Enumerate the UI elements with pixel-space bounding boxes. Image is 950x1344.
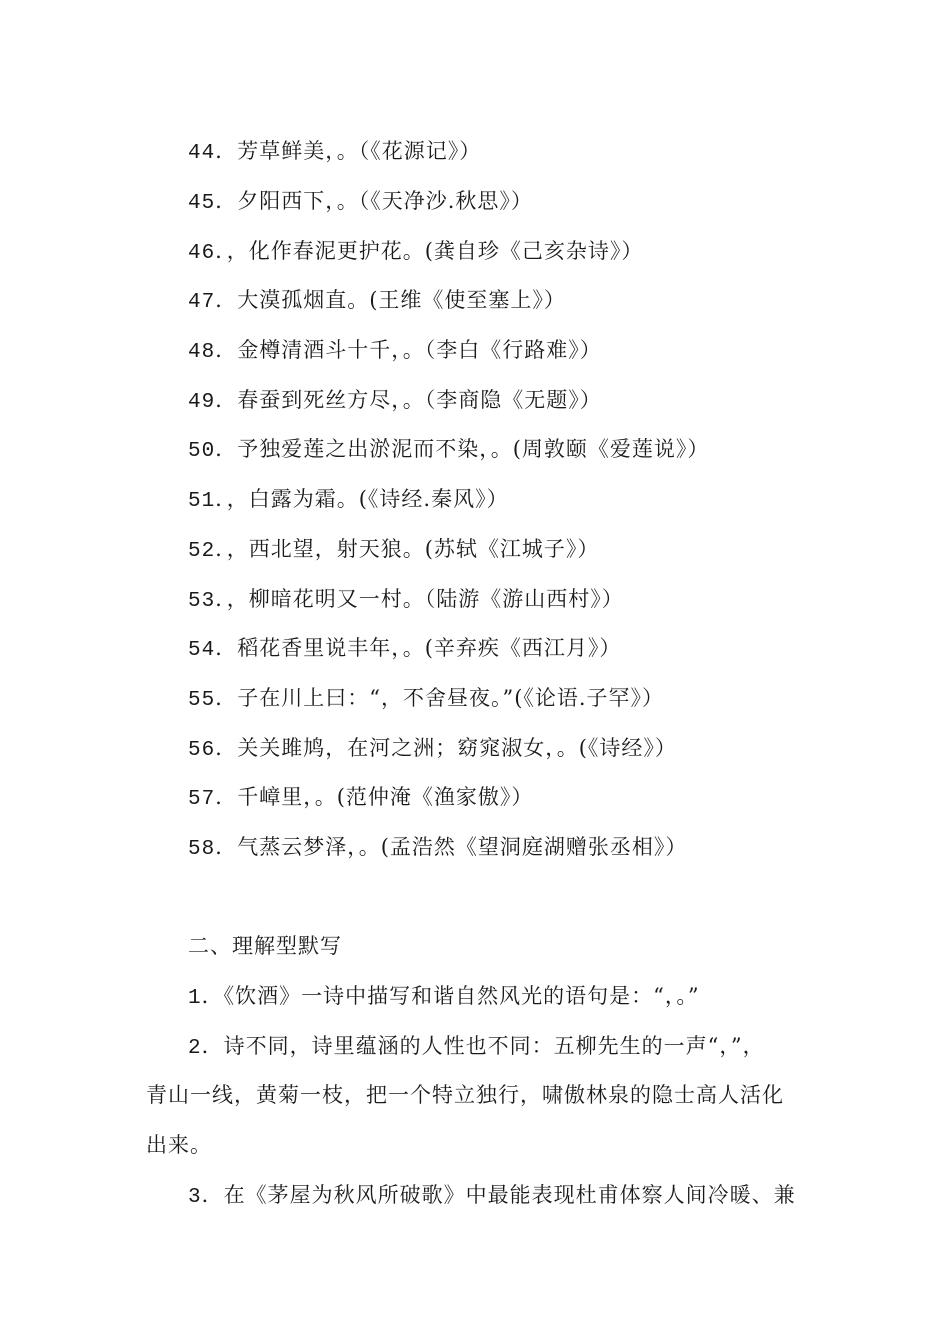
item-text: 夕阳西下，。（《天净沙.秋思》） (237, 189, 533, 213)
item-number: 56． (188, 739, 238, 762)
item-number: 45． (188, 192, 238, 215)
item-text: 春蚕到死丝方尽，。（李商隐《无题》） (237, 388, 602, 412)
item-text: 芳草鲜美，。（《花源记》） (237, 139, 482, 163)
list-item (188, 534, 599, 567)
item-number: 53． (188, 590, 227, 613)
item-number: 50． (188, 440, 238, 463)
item-text: 金樽清酒斗十千，。（李白《行路难》） (237, 338, 602, 362)
question-text: 在《茅屋为秋风所破歌》中最能表现杜甫体察人间冷暖、兼 (223, 1183, 796, 1207)
item-number: 49． (188, 391, 238, 414)
list-item (188, 733, 677, 766)
item-number: 54． (188, 639, 238, 662)
item-number: 48． (188, 341, 238, 364)
item-text: ，白露为霜。(《诗经.秦风》） (226, 487, 509, 511)
item-text: 稻花香里说丰年，。(辛弃疾《西江月》） (237, 636, 622, 660)
item-number: 44． (188, 142, 238, 165)
list-item (188, 186, 533, 219)
item-text: ，柳暗花明又一村。（陆游《游山西村》） (226, 587, 624, 611)
item-number: 52． (188, 540, 227, 563)
item-number: 57． (188, 788, 238, 811)
question-item (188, 1180, 796, 1213)
item-text: 大漠孤烟直。(王维《使至塞上》） (237, 288, 566, 312)
item-text: ，西北望，射天狼。(苏轼《江城子》） (226, 537, 600, 561)
question-continuation: 出来。 (146, 1133, 212, 1157)
list-item (188, 782, 533, 815)
list-item (188, 136, 481, 169)
item-number: 46． (188, 242, 227, 265)
list-item (188, 633, 621, 666)
item-number: 58． (188, 838, 238, 861)
question-text: 《饮酒》一诗中描写和谐自然风光的语句是：“，。” (223, 984, 700, 1008)
list-item (188, 335, 602, 368)
list-item (188, 434, 709, 467)
list-item (188, 385, 602, 418)
item-text: 气蒸云梦泽，。(孟浩然《望洞庭湖赠张丞相》） (237, 835, 688, 859)
question-number: 3． (188, 1186, 224, 1209)
item-number: 55． (188, 689, 238, 712)
question-item (188, 981, 700, 1014)
list-item (188, 683, 664, 716)
list-item (188, 236, 643, 269)
list-item (188, 285, 566, 318)
question-item (188, 1031, 765, 1064)
item-text: 关关雎鸠，在河之洲；窈窕淑女，。(《诗经》） (237, 736, 677, 760)
question-continuation: 青山一线，黄菊一枝，把一个特立独行，啸傲林泉的隐士高人活化 (146, 1083, 784, 1107)
section-title: 二、理解型默写 (188, 934, 342, 958)
list-item (188, 484, 509, 517)
item-number: 51． (188, 490, 227, 513)
question-number: 2． (188, 1037, 224, 1060)
item-text: 千嶂里，。(范仲淹《渔家傲》） (237, 785, 534, 809)
question-text: 诗不同，诗里蕴涵的人性也不同：五柳先生的一声“，”， (223, 1034, 765, 1058)
list-item (188, 584, 624, 617)
question-number: 1． (188, 987, 224, 1010)
item-text: 子在川上曰：“，不舍昼夜。”(《论语.子罕》） (237, 686, 665, 710)
list-item (188, 832, 687, 865)
item-number: 47． (188, 291, 238, 314)
item-text: ，化作春泥更护花。(龚自珍《己亥杂诗》） (226, 239, 644, 263)
item-text: 予独爱莲之出淤泥而不染，。(周敦颐《爱莲说》） (237, 437, 710, 461)
